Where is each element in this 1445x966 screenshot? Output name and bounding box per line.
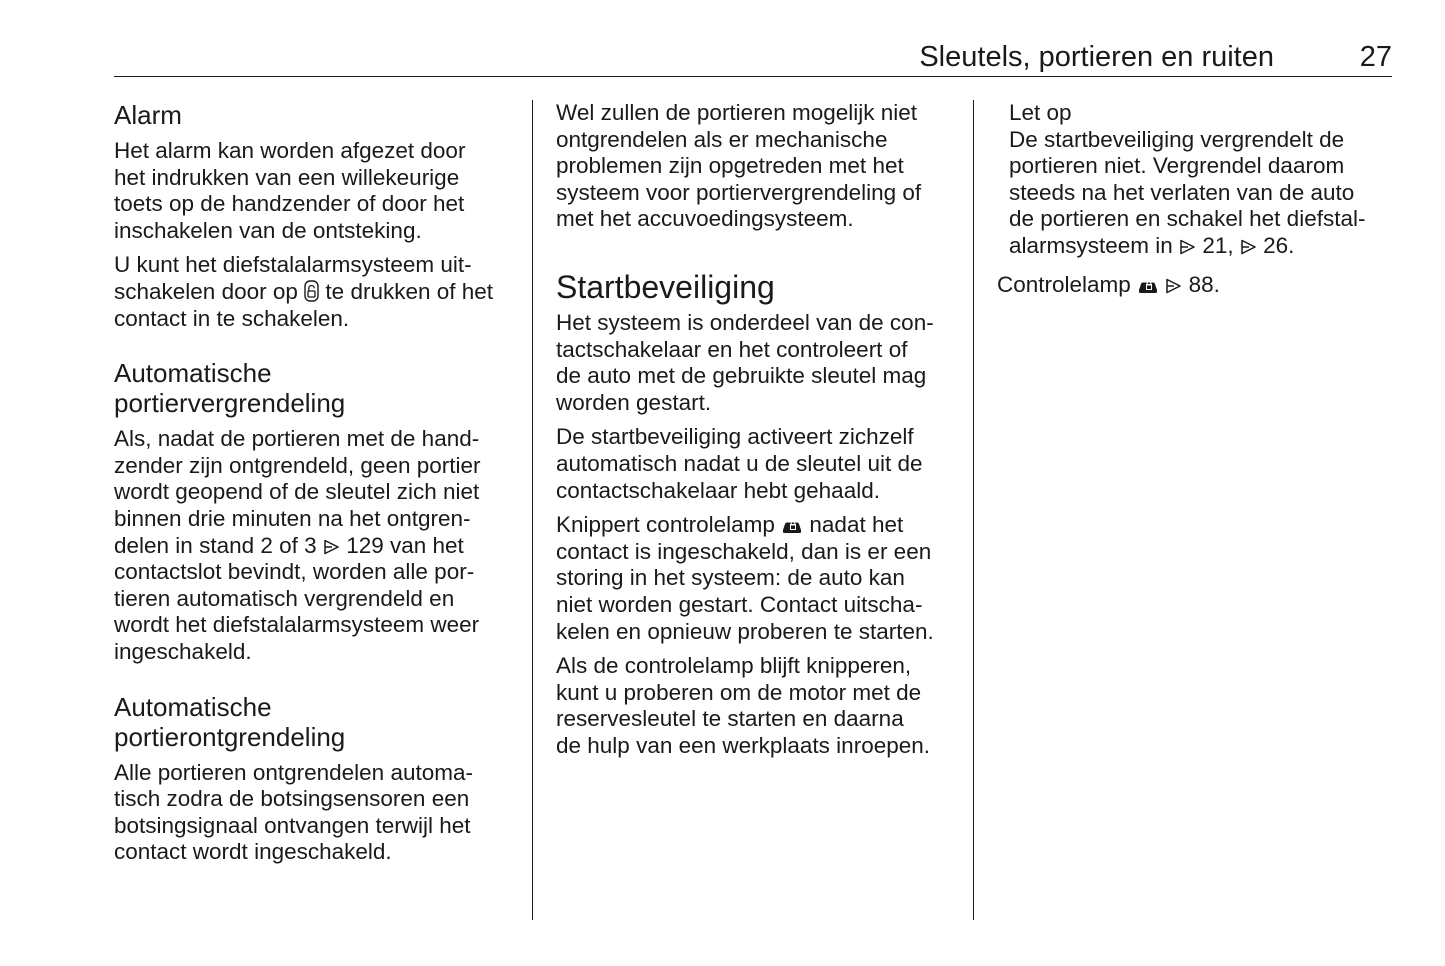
text-line: botsingsignaal ontvangen terwijl het [114,812,471,838]
column-2 [556,100,956,767]
text-line [114,533,514,560]
note-box [997,100,1397,260]
text-segment: 88. [1188,271,1220,297]
column-1 [114,100,514,874]
text-line: kunt u proberen om de motor met de [556,679,922,705]
text-line: worden gestart. [556,389,712,415]
text-line: problemen zijn opgetreden met het [556,153,904,179]
text-segment: nadat het [809,512,904,538]
text-line: contact in te schakelen. [114,305,350,331]
immobiliser-warning-lamp-icon [1137,277,1159,295]
text-line: het indrukken van een willekeurige [114,164,460,190]
header-title: Sleutels, portieren en ruiten [919,41,1274,73]
text-line: Alle portieren ontgrendelen automa- [114,759,473,785]
text-segment: delen in stand 2 of 3 [114,532,317,558]
page-reference-arrow-icon[interactable] [1165,277,1182,295]
text-line: de hulp van een werkplaats inroepen. [556,732,931,758]
page-number: 27 [1359,41,1392,73]
text-line: contactschakelaar hebt gehaald. [556,477,880,503]
text-line: zender zijn ontgrendeld, geen portier [114,452,481,478]
text-line: Als de controlelamp blijft knipperen, [556,653,912,679]
control-lamp-line [997,272,1397,299]
text-line: niet worden gestart. Contact uitscha- [556,591,923,617]
auto-unlock-heading: portierontgrendeling [114,721,346,752]
text-line: U kunt het diefstalalarmsysteem uit- [114,252,472,278]
page-reference-arrow-icon[interactable] [1179,238,1196,256]
text-line: tisch zodra de botsingsensoren een [114,786,470,812]
note-label: Let op [1009,100,1072,125]
text-line: tactschakelaar en het controleert of [556,336,908,362]
text-line: Wel zullen de portieren mogelijk niet [556,100,918,125]
text-line: kelen en opnieuw proberen te starten. [556,618,934,644]
text-segment: alarmsysteem in [1009,232,1173,258]
text-segment: Knippert controlelamp [556,512,775,538]
column-divider [532,100,533,920]
text-line: de portieren en schakel het diefstal- [1009,206,1366,232]
remote-unlock-icon [304,280,319,302]
text-line: contact wordt ingeschakeld. [114,839,392,865]
text-line: met het accuvoedingsysteem. [556,206,854,232]
text-segment: te drukken of het [325,278,494,304]
immobiliser-heading: Startbeveiliging [556,268,775,305]
text-line: binnen drie minuten na het ontgren- [114,505,471,531]
text-line: De startbeveiliging activeert zichzelf [556,424,914,450]
immobiliser-warning-lamp-icon [781,517,803,535]
text-segment: Controlelamp [997,271,1131,297]
text-line: systeem voor portiervergrendeling of [556,179,922,205]
text-segment: schakelen door op [114,278,298,304]
text-line: de auto met de gebruikte sleutel mag [556,363,927,389]
column-divider [973,100,974,920]
text-line: reservesleutel te starten en daarna [556,706,904,732]
text-line: wordt het diefstalalarmsysteem weer [114,612,480,638]
intro-paragraph [556,100,956,233]
text-line: wordt geopend of de sleutel zich niet [114,479,480,505]
page-header [114,36,1392,77]
immobiliser-section [556,269,956,760]
auto-lock-heading: Automatische [114,358,272,389]
text-line: Als, nadat de portieren met de hand- [114,426,480,452]
alarm-heading: Alarm [114,100,182,130]
text-line: steeds na het verlaten van de auto [1009,179,1355,205]
auto-lock-section [114,358,514,665]
auto-unlock-section [114,692,514,866]
text-line: contact is ingeschakeld, dan is er een [556,538,932,564]
text-line [1009,233,1397,260]
text-line [114,279,514,306]
text-line: inschakelen van de ontsteking. [114,217,422,243]
alarm-paragraph-1 [114,138,514,244]
text-line: tieren automatisch vergrendeld en [114,585,455,611]
text-segment: 129 van het [346,532,464,558]
text-line: portieren niet. Vergrendel daarom [1009,153,1345,179]
page-reference-arrow-icon[interactable] [1240,238,1257,256]
text-line [556,512,956,539]
text-line: Het alarm kan worden afgezet door [114,138,466,163]
text-line: Het systeem is onderdeel van de con- [556,309,934,335]
text-line: ontgrendelen als er mechanische [556,126,888,152]
alarm-paragraph-2 [114,252,514,332]
text-line: toets op de handzender of door het [114,191,465,217]
text-line: De startbeveiliging vergrendelt de [1009,126,1345,152]
text-line: contactslot bevindt, worden alle por- [114,559,475,585]
text-line: storing in het systeem: de auto kan [556,565,905,591]
auto-unlock-heading: Automatische [114,691,272,722]
text-segment: 26. [1263,232,1295,258]
column-3 [997,100,1397,306]
page-reference-arrow-icon[interactable] [323,538,340,556]
text-line: automatisch nadat u de sleutel uit de [556,450,923,476]
text-line: ingeschakeld. [114,638,252,664]
auto-lock-heading: portiervergrendeling [114,388,346,419]
text-segment: 21, [1202,232,1234,258]
